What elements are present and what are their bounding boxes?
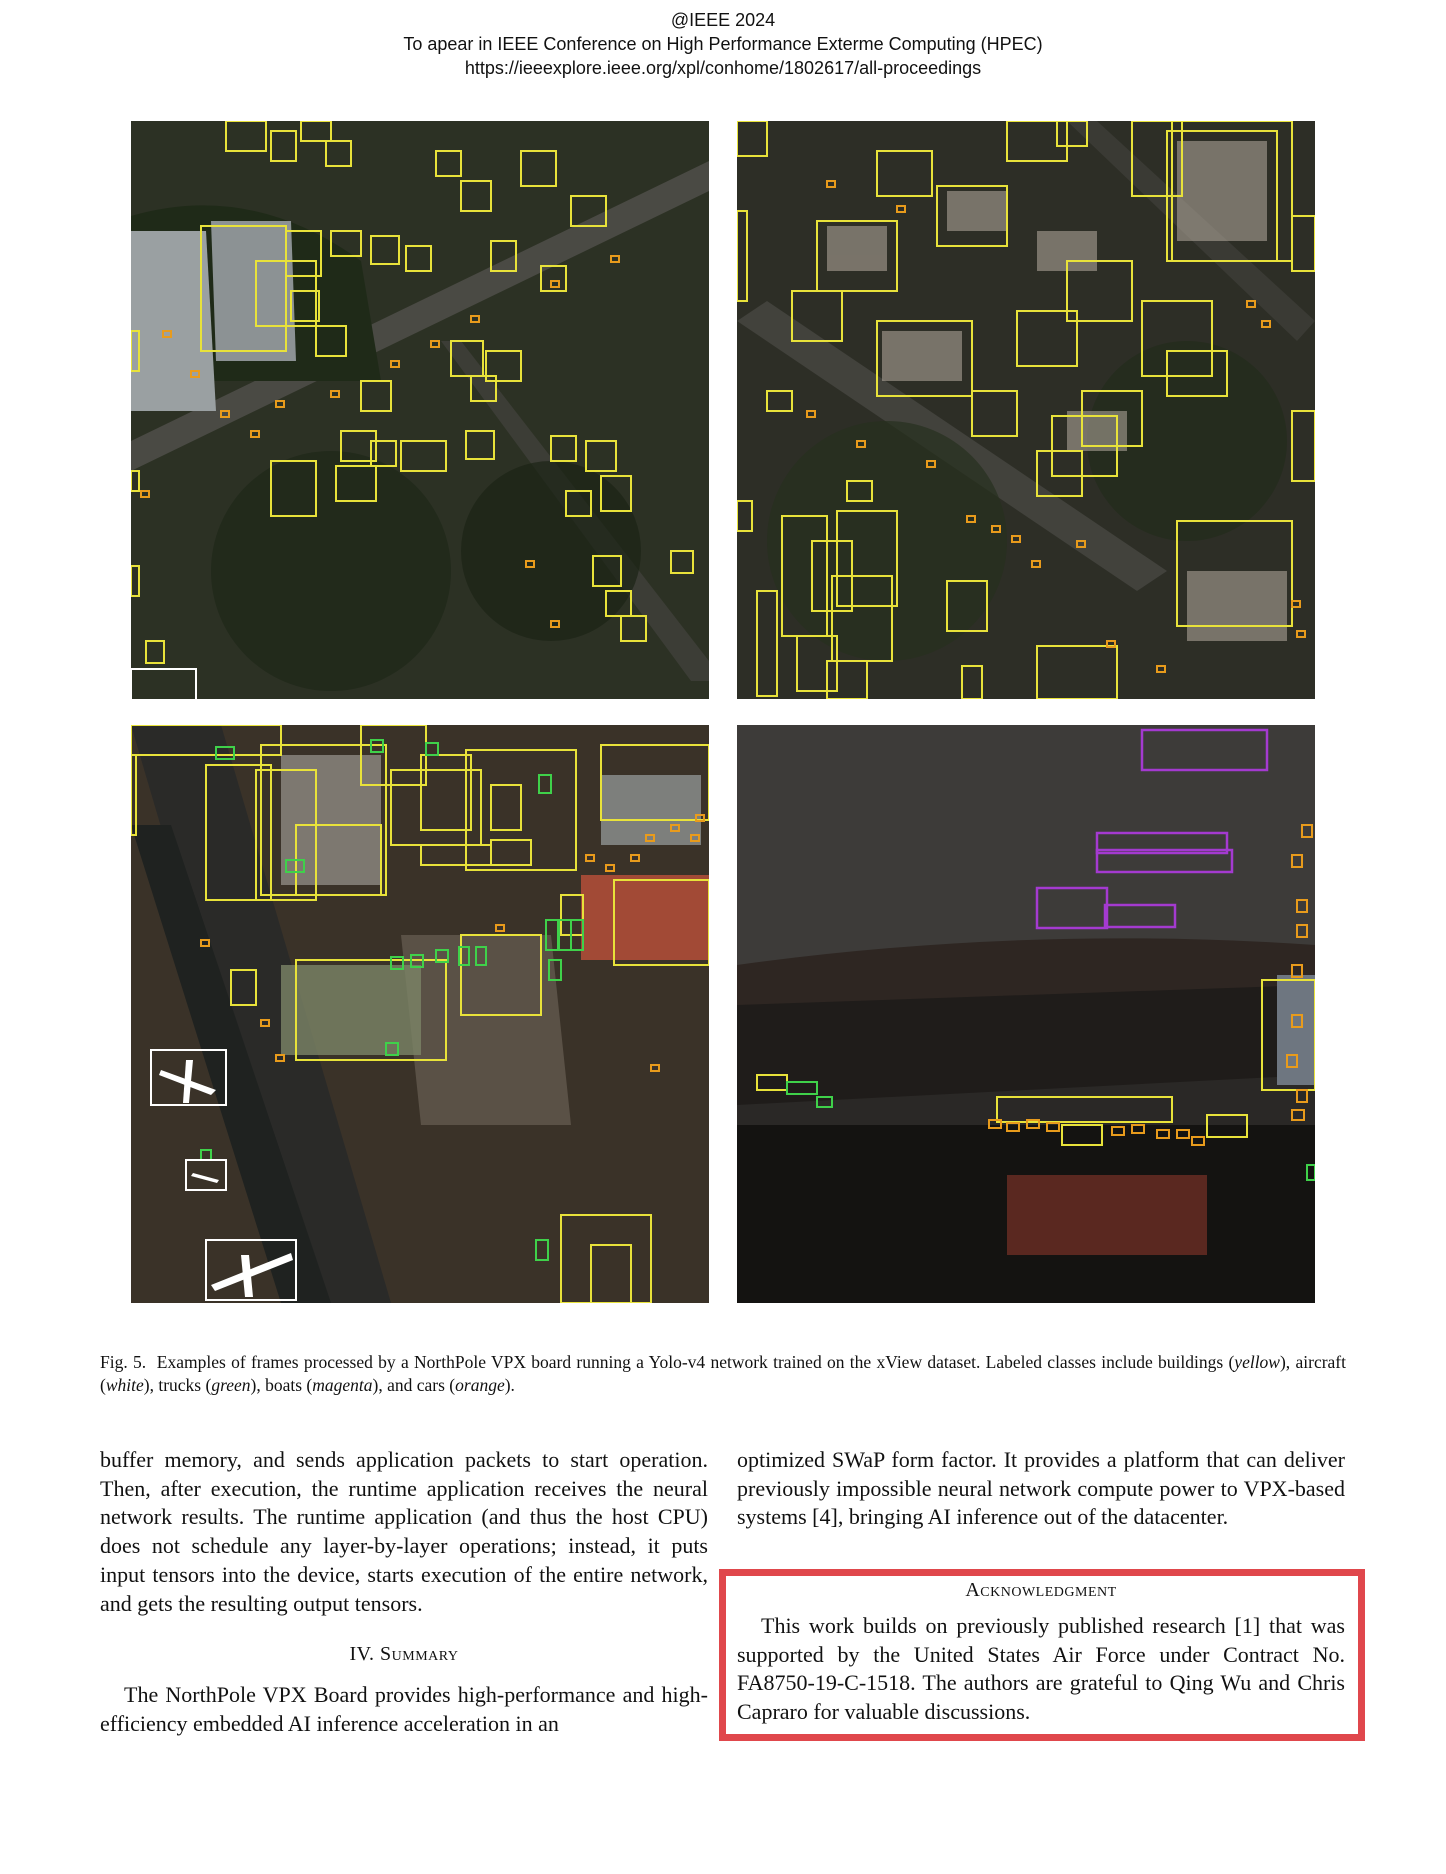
caption-sep: ), and cars ( [372,1375,456,1395]
caption-sep: ), aircraft ( [100,1352,1346,1395]
right-paragraph-1: optimized SWaP form factor. It provides a platform that can deliver previously impossible neural network compute power to VPX-based systems [4], bringing AI inference out of the datacenter. [737,1447,1345,1530]
header-url: https://ieeexplore.ieee.org/xpl/conhome/1802617/all-proceedings [464,58,982,78]
right-column [737,1446,1345,1532]
caption-class-buildings: yellow [1234,1352,1280,1372]
caption-class-aircraft: white [105,1375,144,1395]
left-paragraph-1: buffer memory, and sends application packets to start operation. Then, after execution, the runtime application receives the neural network results. The runtime application (and thus the host CPU) does not schedule any layer-by-layer operations; instead, it puts input tensors into the device, starts execution of the entire network, and gets the resulting output tensors. [100,1447,708,1616]
figure-panel-bottom-left [131,725,709,1303]
caption-text: Examples of frames processed by a NorthPole VPX board running a Yolo-v4 network trained on the xView dataset. Labeled classes include buildings ( [156,1352,1235,1372]
section-title-summary: IV. Summary [349,1643,459,1666]
caption-class-trucks: green [211,1375,251,1395]
figure-caption [100,1351,1346,1397]
caption-sep: ), boats ( [250,1375,313,1395]
figure-panel-bottom-right [737,725,1315,1303]
caption-class-cars: orange [455,1375,505,1395]
header-copyright: @IEEE 2024 [670,10,776,30]
caption-sep: ), trucks ( [143,1375,212,1395]
section-title-acknowledgment: Acknowledgment [965,1579,1117,1601]
acknowledgment-text: This work builds on previously published research [1] that was supported by the United States Air Force under Contract No. FA8750-19-C-1518. The authors are grateful to Qing Wu and Chris Capraro for valuable discussions. [737,1613,1345,1725]
figure-panel-top-right [737,121,1315,699]
left-column [100,1446,708,1738]
caption-end: ). [504,1375,515,1395]
caption-label: Fig. 5. [100,1352,147,1372]
acknowledgment-body [737,1612,1345,1727]
caption-class-boats: magenta [312,1375,373,1395]
left-paragraph-2: The NorthPole VPX Board provides high-performance and high-efficiency embedded AI inference acceleration in an [100,1681,708,1736]
figure-panel-top-left [131,121,709,699]
header-venue: To apear in IEEE Conference on High Performance Exterme Computing (HPEC) [403,34,1043,54]
page-header [0,8,1446,80]
